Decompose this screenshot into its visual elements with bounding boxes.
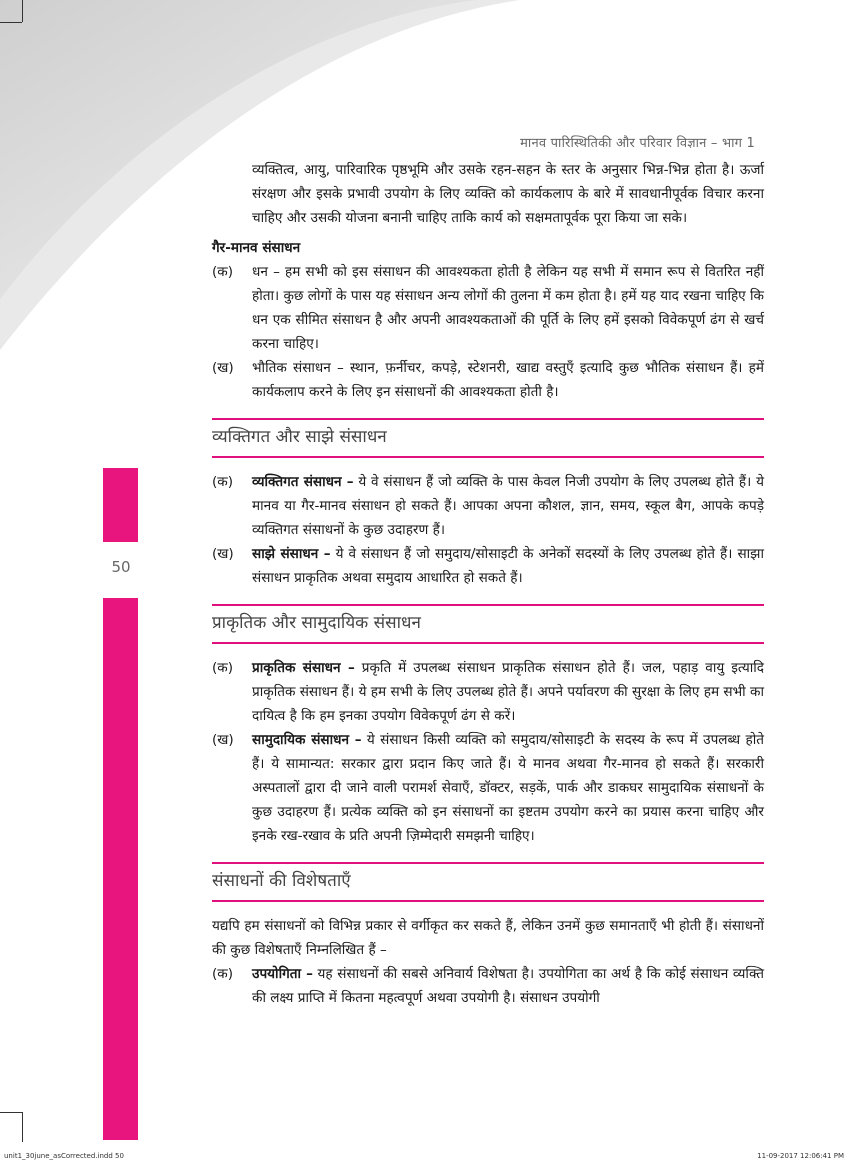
footer-file-info: unit1_30june_asCorrected.indd 50 — [4, 1152, 124, 1160]
list-marker: (क) — [212, 966, 234, 982]
list-marker: (क) — [212, 474, 234, 490]
term-title: प्राकृतिक संसाधन – — [252, 660, 355, 676]
list-marker: (ख) — [212, 546, 234, 562]
section-heading-natural-community: प्राकृतिक और सामुदायिक संसाधन — [212, 604, 764, 644]
term-title: उपयोगिता – — [252, 966, 313, 982]
list-item-body — [252, 542, 764, 590]
characteristics-intro: यद्यपि हम संसाधनों को विभिन्न प्रकार से वर्गीकृत कर सकते हैं, लेकिन उनमें कुछ समानताएँ भी होती हैं। संसाधनों की कुछ विशेषताएँ निम्नलिखित हैं – — [212, 918, 764, 958]
list-item — [212, 260, 764, 356]
sidebar-accent-bar-top — [103, 468, 138, 542]
list-item — [212, 542, 764, 590]
subheading-non-human: गैर-मानव संसाधन — [212, 240, 301, 256]
list-marker: (क) — [212, 660, 234, 676]
crop-mark — [22, 1112, 23, 1142]
list-item — [212, 356, 764, 404]
list-item — [212, 656, 764, 728]
page-number: 50 — [111, 558, 131, 576]
term-title: व्यक्तिगत संसाधन – — [252, 474, 354, 490]
list-item-text: ये वे संसाधन हैं जो व्यक्ति के पास केवल निजी उपयोग के लिए उपलब्ध होते हैं। ये मानव या गैर-मानव संसाधन हो सकते हैं। आपका अपना कौशल, ज्ञान, समय, स्कूल बैग, आपके कपड़े व्यक्तिगत संसाधनों के कुछ उदाहरण हैं। — [252, 474, 764, 538]
list-marker: (ख) — [212, 732, 234, 748]
footer-timestamp: 11-09-2017 12:06:41 PM — [757, 1152, 844, 1160]
list-item-body — [252, 962, 764, 1010]
list-item-text: भौतिक संसाधन – स्थान, फ़र्नीचर, कपड़े, स्टेशनरी, खाद्य वस्तुएँ इत्यादि कुछ भौतिक संसाधन हैं। हमें कार्यकलाप करने के लिए इन संसाधनों की आवश्यकता होती है। — [252, 360, 764, 400]
intro-paragraph: व्यक्तित्व, आयु, पारिवारिक पृष्ठभूमि और उसके रहन-सहन के स्तर के अनुसार भिन्न-भिन्न होता है। ऊर्जा संरक्षण और इसके प्रभावी उपयोग के लिए व्यक्ति को कार्यकलाप के बारे में सावधानीपूर्वक विचार करना चाहिए और उसकी योजना बनानी चाहिए ताकि कार्य को सक्षमतापूर्वक पूरा किया जा सके। — [252, 162, 764, 226]
list-item — [212, 962, 764, 1010]
list-item-text: यह संसाधनों की सबसे अनिवार्य विशेषता है। उपयोगिता का अर्थ है कि कोई संसाधन व्यक्ति की लक्ष्य प्राप्ति में कितना महत्वपूर्ण अथवा उपयोगी है। संसाधन उपयोगी — [252, 966, 764, 1006]
list-marker: (ख) — [212, 360, 234, 376]
crop-mark — [22, 0, 23, 22]
list-item-text: ये वे संसाधन हैं जो समुदाय/सोसाइटी के अनेकों सदस्यों के लिए उपलब्ध होते हैं। साझा संसाधन प्राकृतिक अथवा समुदाय आधारित हो सकते हैं। — [252, 546, 764, 586]
list-item — [212, 470, 764, 542]
list-item-text: धन – हम सभी को इस संसाधन की आवश्यकता होती है लेकिन यह सभी में समान रूप से वितरित नहीं होता। कुछ लोगों के पास यह संसाधन अन्य लोगों की तुलना में कम होता है। हमें यह याद रखना चाहिए कि धन एक सीमित संसाधन है और अपनी आवश्यकताओं की पूर्ति के लिए हमें इसको विवेकपूर्ण ढंग से खर्च करना चाहिए। — [252, 264, 764, 352]
crop-mark — [0, 1112, 22, 1113]
sidebar-accent-bar-bottom — [103, 598, 138, 1140]
term-title: साझे संसाधन – — [252, 546, 331, 562]
list-item-text: प्रकृति में उपलब्ध संसाधन प्राकृतिक संसाधन होते हैं। जल, पहाड़ वायु इत्यादि प्राकृतिक संसाधन हैं। ये हम सभी के लिए उपलब्ध होते हैं। अपने पर्यावरण की सुरक्षा के लिए हम सभी का दायित्व है कि हम इनका उपयोग विवेकपूर्ण ढंग से करें। — [252, 660, 764, 724]
section-heading-personal-shared: व्यक्तिगत और साझे संसाधन — [212, 418, 764, 458]
section-heading-characteristics: संसाधनों की विशेषताएँ — [212, 862, 764, 902]
list-item — [212, 728, 764, 848]
crop-mark — [0, 22, 22, 23]
list-item-body — [252, 656, 764, 728]
term-title: सामुदायिक संसाधन – — [252, 732, 362, 748]
page-content — [212, 158, 764, 1010]
list-item-body — [252, 470, 764, 542]
list-item-text: ये संसाधन किसी व्यक्ति को समुदाय/सोसाइटी के सदस्य के रूप में उपलब्ध होते हैं। ये सामान्यत: सरकार द्वारा प्रदान किए जाते हैं। ये मानव अथवा गैर-मानव हो सकते हैं। सरकारी अस्पतालों द्वारा दी जाने वाली परामर्श सेवाएँ, डॉक्टर, सड़कें, पार्क और डाकघर सामुदायिक संसाधनों के कुछ उदाहरण हैं। प्रत्येक व्यक्ति को इन संसाधनों का इष्टतम उपयोग करने का प्रयास करना चाहिए और इनके रख-रखाव के प्रति अपनी ज़िम्मेदारी समझनी चाहिए। — [252, 732, 764, 844]
list-marker: (क) — [212, 264, 234, 280]
list-item-body — [252, 728, 764, 848]
running-header: मानव पारिस्थितिकी और परिवार विज्ञान – भाग 1 — [520, 136, 755, 151]
